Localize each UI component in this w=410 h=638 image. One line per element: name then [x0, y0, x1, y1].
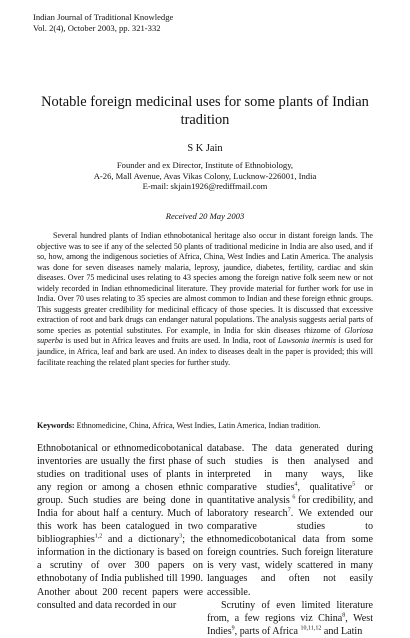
body-text: , West Indies [207, 612, 374, 637]
citation-superscript: 9 [231, 625, 235, 632]
body-text: database. The data generated during such studies is then analysed and interpreted in many ways, like comparative studies [207, 443, 373, 494]
citation-superscript: 7 [287, 507, 291, 514]
body-text: , qualitative [297, 482, 353, 494]
body-text: and Latin [321, 625, 363, 637]
body-text: . We extended our comparative studies to ethnomedicobotanical data from some foreign countries. Such foreign literature is very vast, widely scattered in many languages and often not easily accessible. [207, 508, 373, 598]
abstract-text-1: Several hundred plants of Indian ethnobotanical heritage also occur in distant foreign lands. The objective was to see if any of the selected 50 plants of traditional medicine in India are also used, and if so, how, among the indigenous societies of Africa, China, West Indies and Latin America. The analysis was done for seven diseases namely malaria, leprosy, jaundice, diabetes, fertility, cardiac and skin diseases. Over 75 medicinal uses relating to 43 species among the foreign native folk seem new or not widely recorded in Indian ethnomedicinal literature. They provide material for further work for use in India. Over 70 uses relating to 35 species are almost common to Indian and these foreign ethnic groups. This suggests greater credibility for medicinal efficacy of those species. It is discussed that excessive extraction of root and bark drugs can endanger natural populations. The analysis suggests aerial parts of some species as potential substitutes. For example, in India for skin diseases rhizome of [37, 231, 373, 335]
citation-superscript: 4 [294, 481, 298, 488]
body-text: , parts of Africa [234, 625, 301, 637]
affiliation-line-1: Founder and ex Director, Institute of Ethnobiology, [116, 160, 294, 170]
body-column-left [37, 442, 203, 612]
body-text: Ethnobotanical or ethnomedicobotanical inventories are usually the first phase of studies on traditional uses of plants in any region or among a chosen ethnic group. Such studies are being done in India for about half a century. Much of this work has been catalogued in two bibliographies [37, 443, 203, 546]
citation-superscript: 6 [292, 494, 296, 501]
author-name: S K Jain [187, 143, 223, 154]
affiliation-line-2: A-26, Mall Avenue, Avas Vikas Colony, Lucknow-226001, India [93, 170, 317, 181]
citation-superscript: 10,11,12 [300, 625, 322, 632]
keywords-text: Ethnomedicine, China, Africa, West Indies, Latin America, Indian tradition. [74, 421, 321, 430]
citation-superscript: 3 [179, 533, 183, 540]
author-affiliation [40, 160, 370, 192]
species-gloriosa: Gloriosa superba [37, 325, 373, 346]
keywords-label: Keywords: [37, 421, 75, 430]
abstract-text-3: is used for jaundice, in Africa, leaf and bark are used. An index to diseases dealt in the paper is provided; this will facilitate reaching the related plant species for further study. [37, 336, 373, 367]
body-text: or quantitative analysis [207, 482, 373, 507]
abstract-text-2: is used but in Africa leaves and fruits are used. In India, root of [62, 336, 278, 346]
body-text: Scrutiny of even limited literature from, a few regions viz China [207, 599, 373, 624]
paper-title: Notable foreign medicinal uses for some plants of Indian tradition [41, 94, 369, 128]
citation-superscript: 8 [342, 612, 346, 619]
body-paragraph [37, 442, 203, 612]
body-paragraph [207, 599, 373, 638]
journal-issue: Vol. 2(4), October 2003, pp. 321-332 [33, 23, 161, 33]
affiliation-email: E-mail: skjain1926@rediffmail.com [142, 181, 268, 191]
species-lawsonia: Lawsonia inermis [277, 336, 336, 346]
keywords [37, 421, 373, 432]
citation-superscript: 5 [352, 481, 356, 488]
body-paragraph [207, 442, 373, 599]
journal-header [33, 12, 173, 34]
journal-name: Indian Journal of Traditional Knowledge [33, 12, 174, 22]
body-text: ; the information in the dictionary is based on a scrutiny of over 300 papers on ethnobotany of India published till 1990. Another about 200 recent papers were consulted and data recorded in our [37, 534, 203, 611]
abstract [37, 231, 373, 368]
body-text: for credibility, and laboratory research [207, 495, 373, 520]
body-column-right [207, 442, 373, 638]
citation-superscript: 1,2 [94, 533, 103, 540]
body-text: and a dictionary [102, 534, 180, 546]
received-date: Received 20 May 2003 [165, 211, 245, 221]
